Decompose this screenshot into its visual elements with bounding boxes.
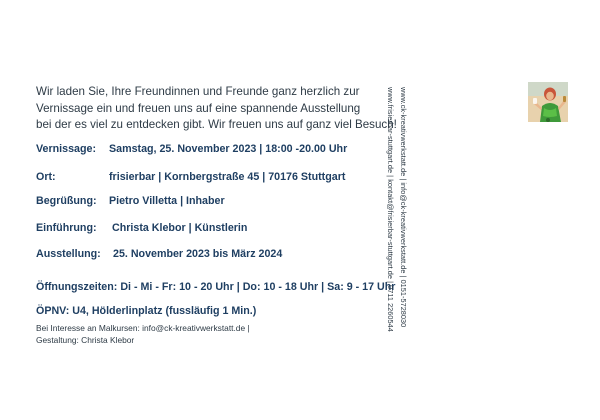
ort-label: Ort:	[36, 171, 56, 183]
vernissage-label: Vernissage:	[36, 143, 97, 155]
ausstellung-label: Ausstellung:	[36, 248, 101, 260]
intro-line-2: Vernissage ein und freuen uns auf eine spannende Ausstellung	[36, 101, 361, 115]
ort-row	[36, 171, 346, 183]
hours-saturday: Sa: 9 - 17 Uhr	[327, 281, 396, 293]
footer-line-1: Bei Interesse an Malkursen: info@ck-kreativwerkstatt.de |	[36, 323, 250, 333]
vernissage-value: Samstag, 25. November 2023 | 18:00 -20.00 Uhr	[109, 143, 348, 155]
hours-thursday: Do: 10 - 18 Uhr	[242, 281, 319, 293]
hours-label: Öffnungszeiten:	[36, 281, 118, 293]
intro-line-1: Wir laden Sie, Ihre Freundinnen und Freunde ganz herzlich zur	[36, 85, 360, 98]
contact-line-vertical-1: www.ck-kreativwerkstatt.de | info@ck-kreativwerkstatt.de | 0151-5728030	[399, 87, 408, 328]
hours-weekdays: Di - Mi - Fr: 10 - 20 Uhr	[120, 281, 234, 293]
intro-line-3: bei der es viel zu entdecken gibt. Wir freuen uns auf ganz viel Besuch!	[36, 118, 397, 131]
footer-notes	[36, 322, 250, 346]
contact-line-vertical-2: www.frisierbar-stuttgart.de | kontakt@frisierbar-stuttgart.de | 0711 2260544	[386, 87, 395, 332]
opening-hours	[36, 281, 395, 293]
footer-line-2: Gestaltung: Christa Klebor	[36, 335, 135, 345]
begruessung-row	[36, 195, 225, 207]
einfuehrung-row	[36, 222, 248, 234]
vernissage-row	[36, 143, 348, 155]
painting-woman-green-dress-icon	[528, 82, 568, 122]
ausstellung-value: 25. November 2023 bis März 2024	[113, 248, 283, 260]
einfuehrung-value: Christa Klebor | Künstlerin	[112, 222, 248, 234]
ausstellung-row	[36, 248, 283, 260]
begruessung-value: Pietro Villetta | Inhaber	[109, 195, 225, 207]
begruessung-label: Begrüßung:	[36, 195, 97, 207]
public-transport-info: ÖPNV: U4, Hölderlinplatz (fussläufig 1 Min.)	[36, 305, 257, 317]
hours-separator-2: |	[321, 281, 325, 293]
intro-paragraph	[36, 84, 397, 134]
hours-separator-1: |	[236, 281, 240, 293]
einfuehrung-label: Einführung:	[36, 222, 97, 234]
ort-value: frisierbar | Kornbergstraße 45 | 70176 Stuttgart	[109, 171, 346, 183]
painting-illustration	[528, 82, 568, 122]
